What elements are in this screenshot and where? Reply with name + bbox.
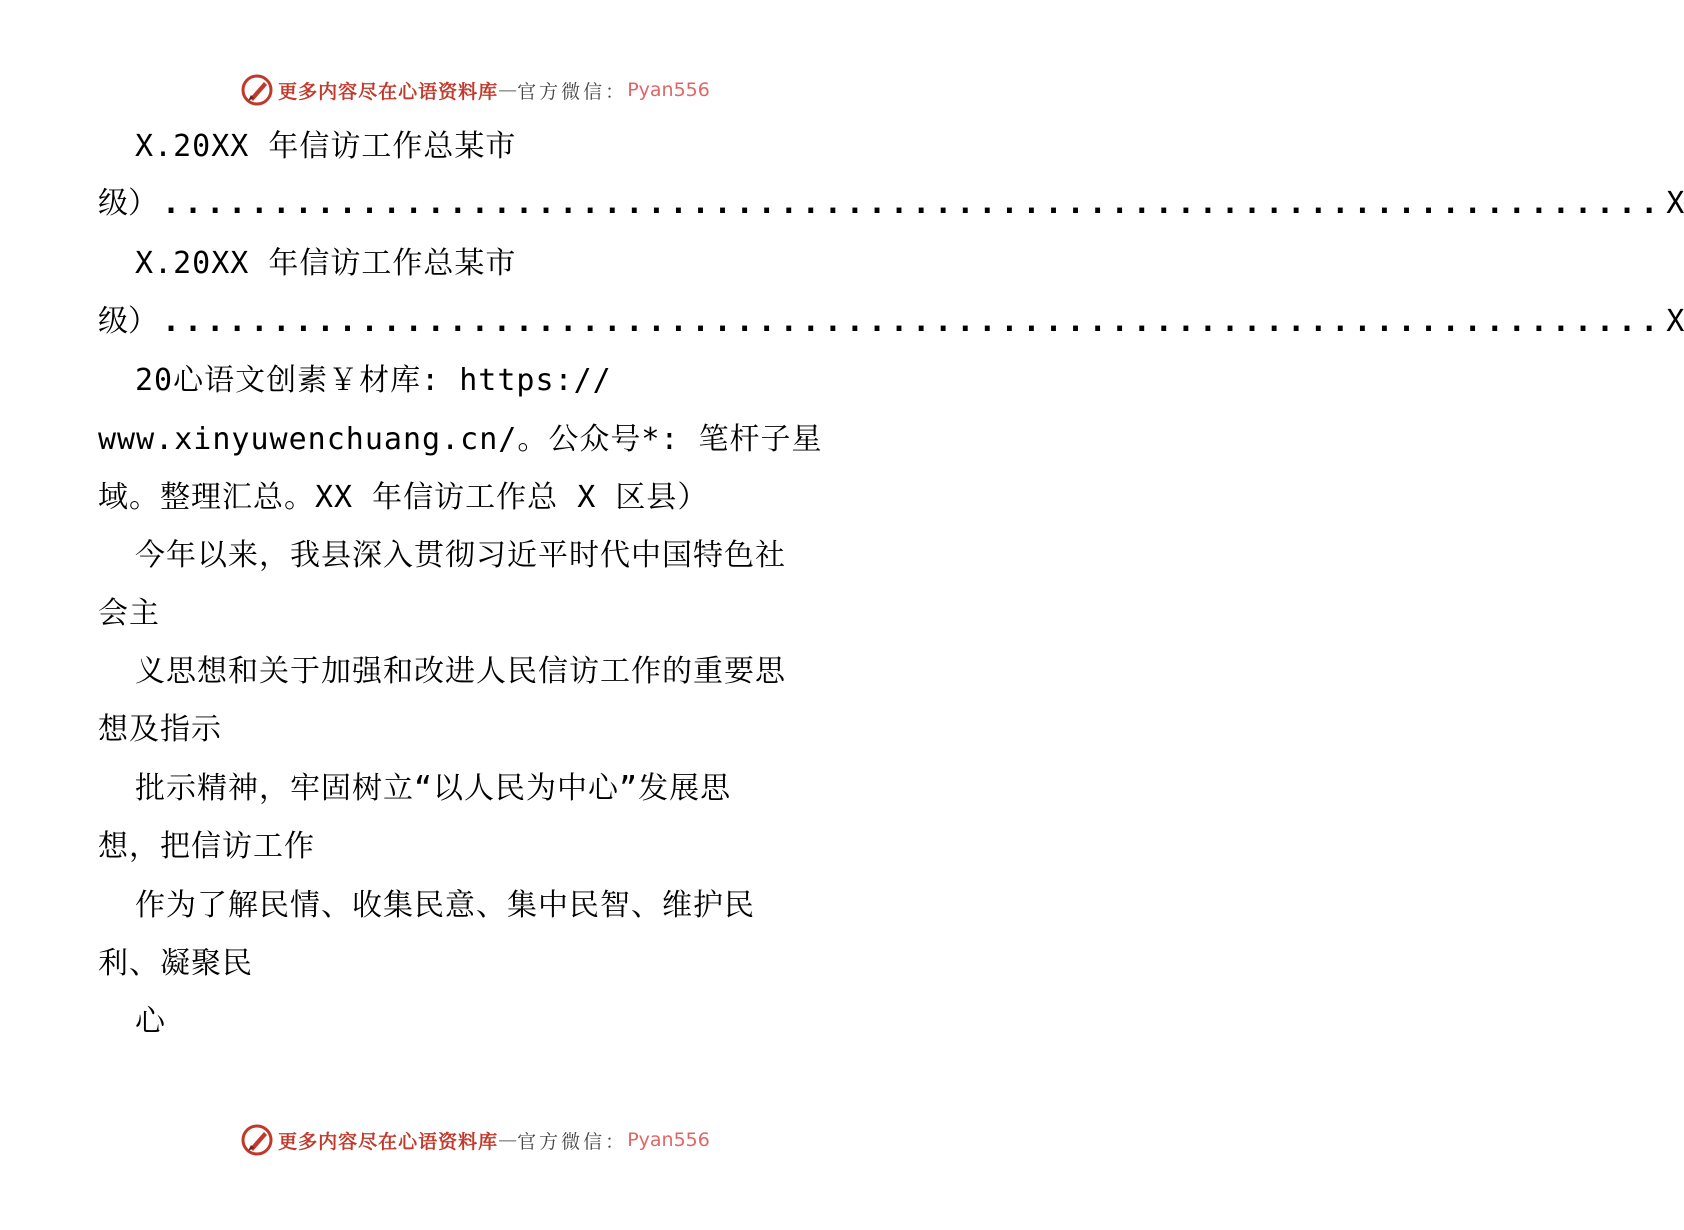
body-text-line: 域。整理汇总。XX 年信访工作总 X 区县） [98, 480, 709, 515]
toc-entry-row [98, 184, 1684, 224]
body-text-line: www.xinyuwenchuang.cn/。公众号*: 笔杆子星 [98, 422, 823, 457]
body-text-line: 作为了解民情、收集民意、集中民智、维护民 [135, 888, 755, 923]
footer-banner [0, 1120, 950, 1160]
toc-entry-row [98, 302, 1684, 342]
body-text-line: 会主 [98, 596, 160, 631]
toc-page-number: X [1666, 304, 1684, 339]
quill-logo-icon [240, 1123, 274, 1157]
banner-label: 官方微信： [517, 1130, 628, 1153]
body-text-line: 想及指示 [98, 712, 222, 747]
toc-entry-suffix: 级） [98, 304, 158, 339]
toc-page-number: X [1666, 186, 1684, 221]
toc-dot-leader: .................................................................... [162, 186, 1663, 221]
banner-main-text: 更多内容尽在心语资料库 [278, 80, 499, 103]
toc-entry-title: X.20XX 年信访工作总某市 [135, 129, 517, 164]
banner-wechat-id: Pyan556 [627, 1129, 710, 1151]
toc-entry-suffix: 级） [98, 186, 158, 221]
banner-main-text: 更多内容尽在心语资料库 [278, 1130, 499, 1153]
body-text-line: 利、凝聚民 [98, 946, 253, 981]
banner-wechat-id: Pyan556 [627, 79, 710, 101]
banner-label: 官方微信： [517, 80, 628, 103]
body-text-line: 心 [135, 1004, 166, 1039]
body-text-line: 义思想和关于加强和改进人民信访工作的重要思 [135, 654, 786, 689]
body-text-line: 20心语文创素￥材库: https:// [135, 363, 612, 398]
header-banner [0, 70, 950, 110]
body-text-line: 想，把信访工作 [98, 829, 315, 864]
quill-logo-icon [240, 73, 274, 107]
banner-separator: — [498, 1129, 518, 1151]
banner-separator: — [498, 79, 518, 101]
body-text-line: 批示精神，牢固树立“以人民为中心”发展思 [135, 771, 732, 806]
body-text-line: 今年以来，我县深入贯彻习近平时代中国特色社 [135, 538, 786, 573]
toc-dot-leader: .................................................................... [162, 304, 1663, 339]
toc-entry-title: X.20XX 年信访工作总某市 [135, 246, 517, 281]
